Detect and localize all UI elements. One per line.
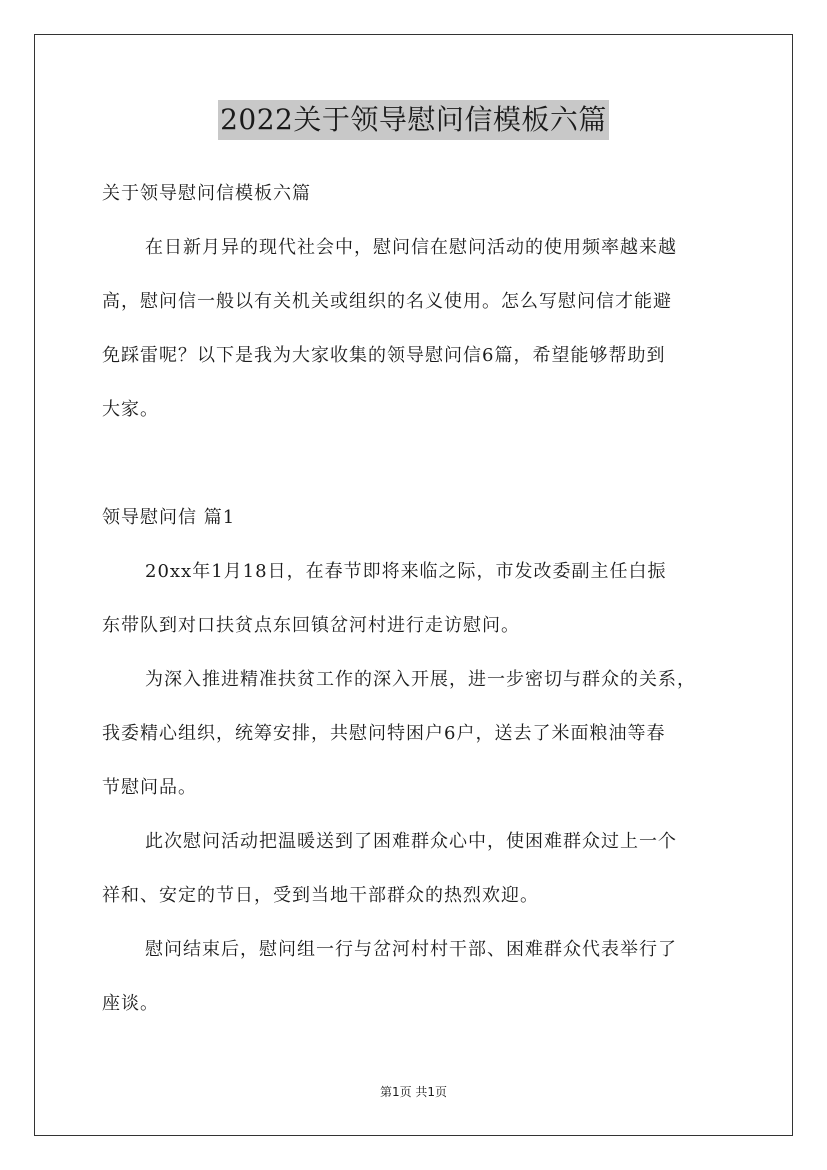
body-line: 东带队到对口扶贫点东回镇岔河村进行走访慰问。 [102,615,520,636]
body-line: 座谈。 [102,993,159,1014]
intro-line: 高，慰问信一般以有关机关或组织的名义使用。怎么写慰问信才能避 [102,291,672,312]
page-footer [0,1084,827,1100]
body-line: 为深入推进精准扶贫工作的深入开展，进一步密切与群众的关系， [145,669,696,690]
body-line: 此次慰问活动把温暖送到了困难群众心中，使困难群众过上一个 [145,831,677,852]
intro-line: 免踩雷呢？以下是我为大家收集的领导慰问信6篇，希望能够帮助到 [102,345,666,366]
title-block [0,100,827,140]
intro-line: 大家。 [102,399,159,420]
body-line: 20xx年1月18日，在春节即将来临之际，市发改委副主任白振 [145,561,667,582]
page-number: 第1页 共1页 [379,1085,448,1099]
intro-line: 在日新月异的现代社会中，慰问信在慰问活动的使用频率越来越 [145,237,677,258]
body-line: 慰问结束后，慰问组一行与岔河村村干部、困难群众代表举行了 [145,939,677,960]
body-line: 我委精心组织，统筹安排，共慰问特困户6户，送去了米面粮油等春 [102,723,666,744]
body-line: 祥和、安定的节日，受到当地干部群众的热烈欢迎。 [102,885,539,906]
document-subtitle: 关于领导慰问信模板六篇 [102,183,311,204]
document-title: 2022关于领导慰问信模板六篇 [218,100,609,140]
body-line: 节慰问品。 [102,777,197,798]
section-heading: 领导慰问信 篇1 [102,507,236,528]
